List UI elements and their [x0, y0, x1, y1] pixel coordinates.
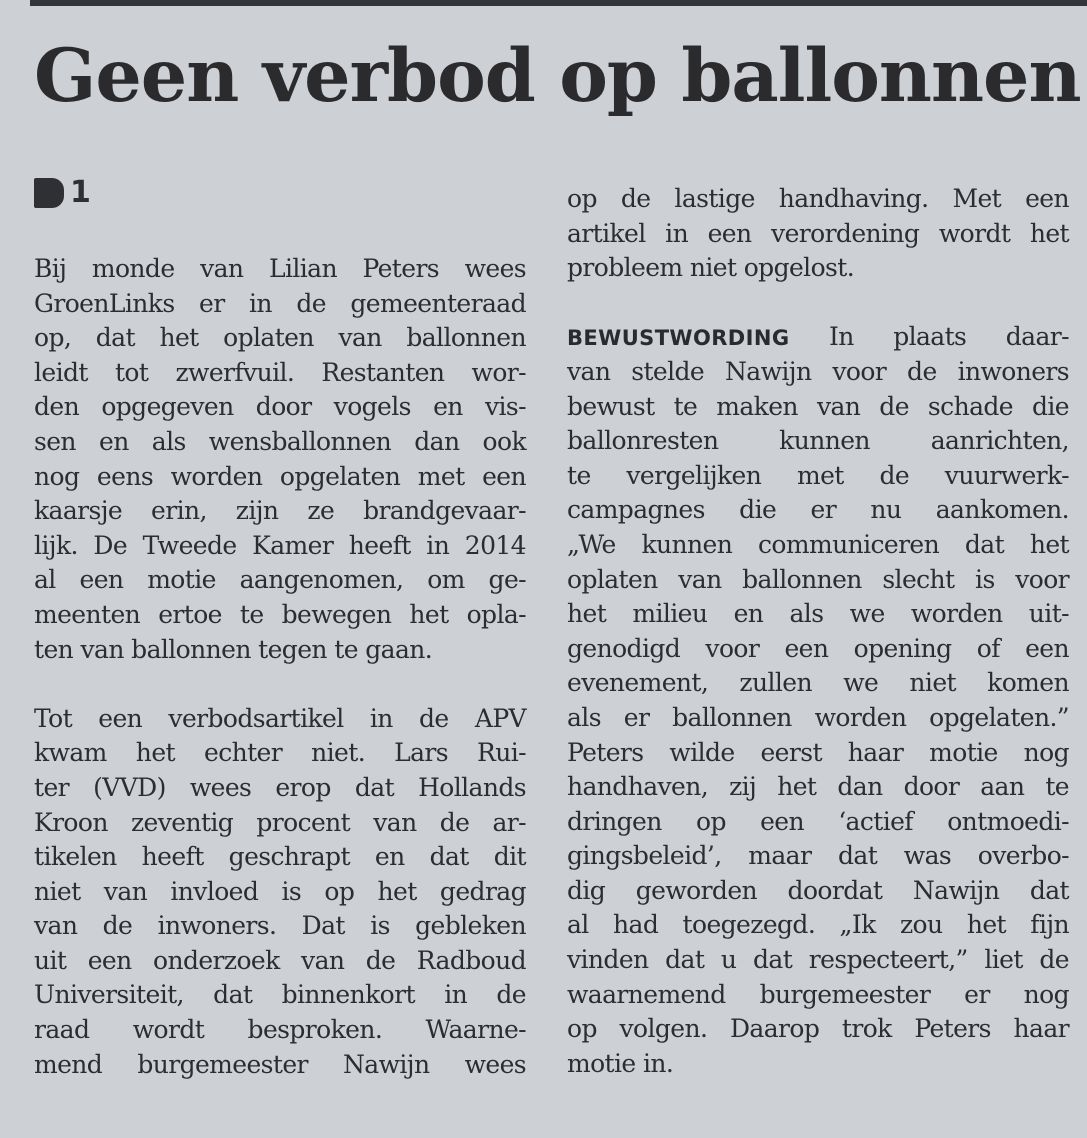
text-line: evenement, zullen we niet komen [567, 668, 1069, 698]
headline: Geen verbod op ballonnen [34, 33, 1081, 119]
left-column [34, 252, 526, 1082]
text-line: al had toegezegd. „Ik zou het fijn [567, 910, 1069, 940]
page-marker-icon [34, 178, 64, 208]
right-column [567, 182, 1069, 1081]
text-line: oplaten van ballonnen slecht is voor [567, 564, 1069, 594]
page-reference [34, 176, 91, 210]
paragraph-1 [34, 252, 526, 667]
text-line: op de lastige handhaving. Met een [567, 184, 1069, 213]
text-line: kwam het echter niet. Lars Rui- [34, 738, 526, 768]
text-line: nog eens worden opgelaten met een [34, 461, 526, 491]
text-line: tikelen heeft geschrapt en dat dit [34, 842, 526, 872]
text-line: kaarsje erin, zijn ze brandgevaar- [34, 496, 526, 526]
text-line: van de inwoners. Dat is gebleken [34, 911, 526, 941]
text-line: Kroon zeventig procent van de ar- [34, 807, 526, 837]
paragraph-gap [34, 667, 526, 702]
text-line: Bij monde van Lilian Peters wees [34, 254, 526, 283]
text-line: bewust te maken van de schade die [567, 391, 1069, 421]
text-line: lijk. De Tweede Kamer heeft in 2014 [34, 530, 526, 560]
text-line: Peters wilde eerst haar motie nog [567, 737, 1069, 767]
text-line: dig geworden doordat Nawijn dat [567, 875, 1069, 905]
text-line: al een motie aangenomen, om ge- [34, 565, 526, 595]
text-line: ten van ballonnen tegen te gaan. [34, 634, 433, 664]
text-line: ballonresten kunnen aanrichten, [567, 426, 1069, 456]
text-line: vinden dat u dat respecteert,” liet de [567, 945, 1069, 975]
text-line: dringen op een ‘actief ontmoedi- [567, 806, 1069, 836]
text-line: artikel in een verordening wordt het [567, 218, 1069, 248]
text-line: als er ballonnen worden opgelaten.” [567, 702, 1069, 732]
text-line: handhaven, zij het dan door aan te [567, 772, 1069, 802]
text-line: te vergelijken met de vuurwerk- [567, 460, 1069, 490]
text-line: het milieu en als we worden uit- [567, 599, 1069, 629]
text-line: campagnes die er nu aankomen. [567, 495, 1069, 525]
text-line: den opgegeven door vogels en vis- [34, 392, 526, 422]
continuation-paragraph [567, 182, 1069, 286]
text-line: motie in. [567, 1048, 674, 1078]
text-line: mend burgemeester Nawijn wees [34, 1049, 526, 1079]
paragraph-gap [567, 286, 1069, 321]
text-line: GroenLinks er in de gemeenteraad [34, 288, 526, 318]
text-line: leidt tot zwerfvuil. Restanten wor- [34, 357, 526, 387]
subhead-line-text: In plaats daar- [828, 322, 1069, 352]
text-line: van stelde Nawijn voor de inwoners [567, 356, 1069, 386]
text-line: uit een onderzoek van de Radboud [34, 945, 526, 975]
text-line: genodigd voor een opening of een [567, 633, 1069, 663]
text-line: ter (VVD) wees erop dat Hollands [34, 772, 526, 802]
page-number: 1 [70, 175, 91, 210]
text-line: op, dat het oplaten van ballonnen [34, 323, 526, 353]
text-line: niet van invloed is op het gedrag [34, 876, 526, 906]
top-rule [30, 0, 1087, 6]
text-line: gingsbeleid’, maar dat was overbo- [567, 841, 1069, 871]
text-line: meenten ertoe te bewegen het opla- [34, 599, 526, 629]
text-line: sen en als wensballonnen dan ook [34, 426, 526, 456]
paragraph-bewustwording [567, 320, 1069, 1081]
text-line: op volgen. Daarop trok Peters haar [567, 1014, 1069, 1044]
text-line [567, 320, 1069, 355]
text-line: Tot een verbodsartikel in de APV [34, 703, 526, 733]
text-line: Universiteit, dat binnenkort in de [34, 980, 526, 1010]
subhead: BEWUSTWORDING [567, 326, 790, 351]
text-line: raad wordt besproken. Waarne- [34, 1015, 526, 1045]
text-line: probleem niet opgelost. [567, 253, 855, 283]
text-line: „We kunnen communiceren dat het [567, 529, 1069, 559]
paragraph-2 [34, 702, 526, 1083]
text-line: waarnemend burgemeester er nog [567, 979, 1069, 1009]
